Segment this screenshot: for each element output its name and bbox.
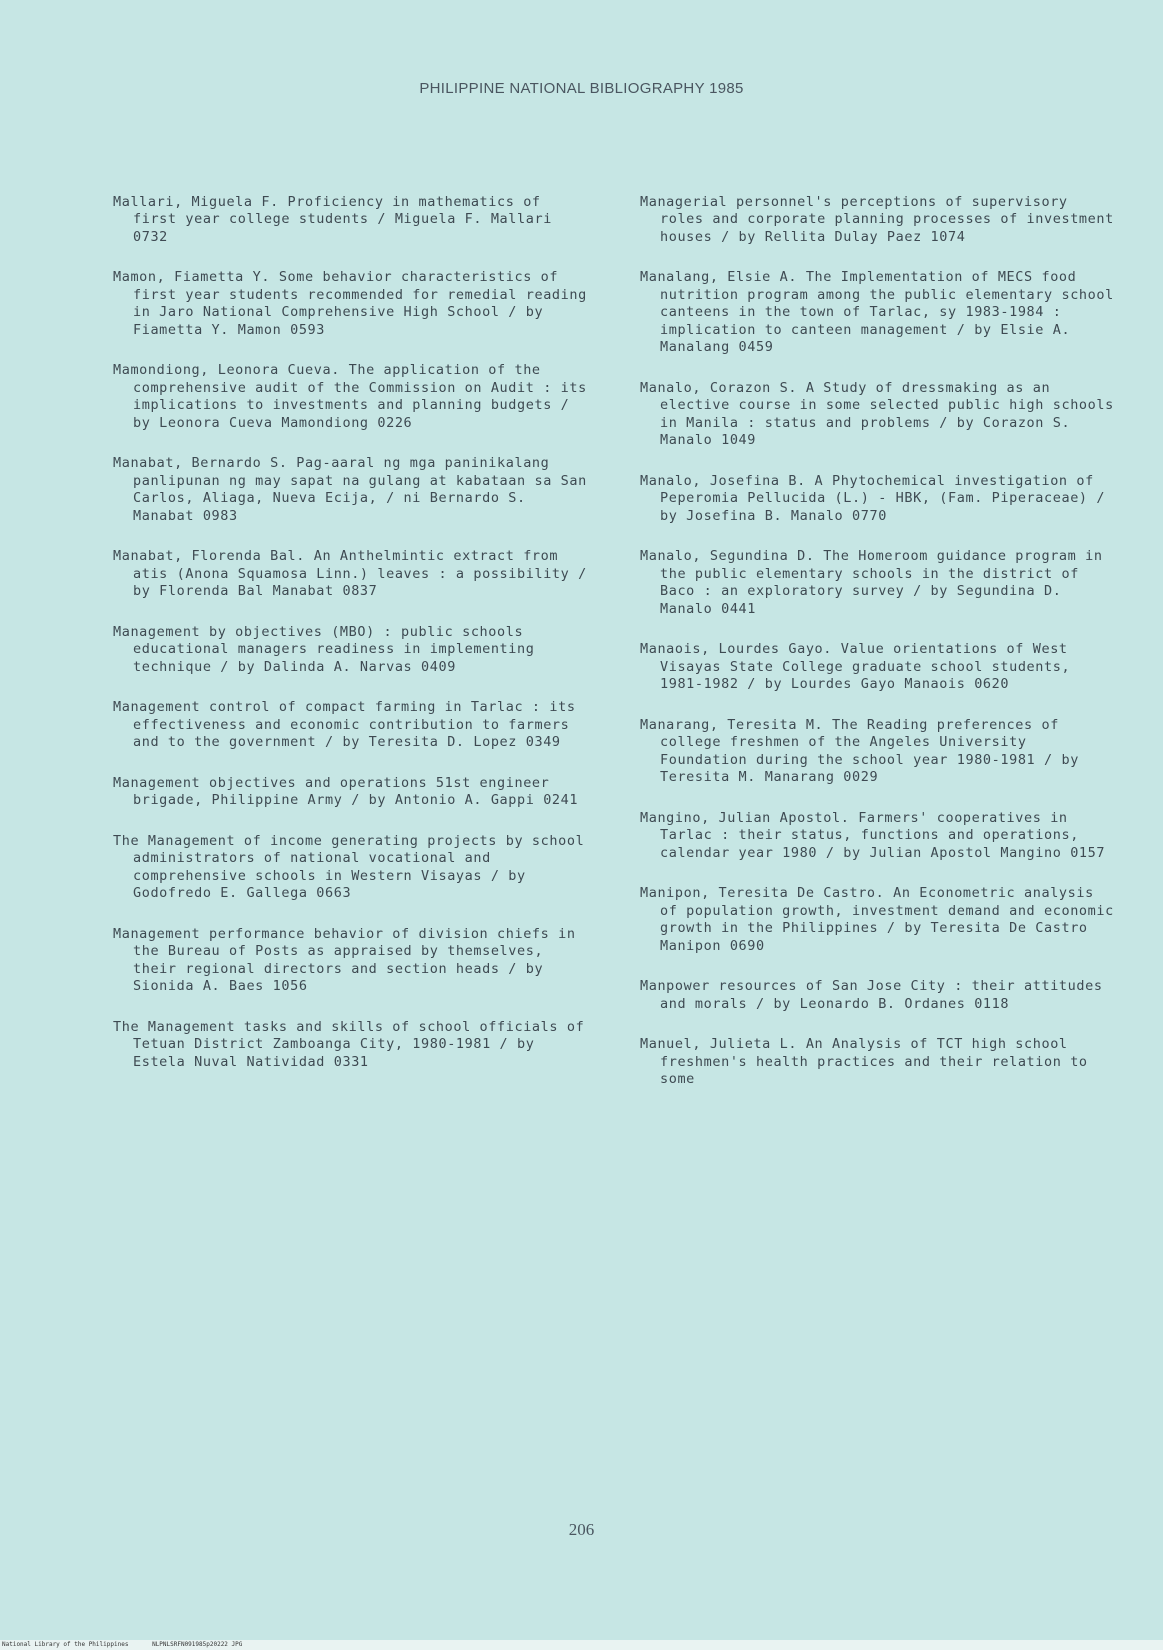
page-number: 206: [568, 1520, 595, 1539]
bibliography-entry: Mallari, Miguela F. Proficiency in mathematics of first year college students / Miguela F. Mallari 0732: [113, 193, 552, 245]
bibliography-entry: Manabat, Florenda Bal. An Anthelmintic extract from atis (Anona Squamosa Linn.) leaves : a possibility / by Florenda Bal Manabat 0837: [113, 548, 587, 599]
bibliography-entry: Management control of compact farming in Tarlac : its effectiveness and economic contribution to farmers and to the government / by Teresita D. Lopez 0349: [113, 699, 576, 750]
bibliography-entry: Manalo, Corazon S. A Study of dressmaking as an elective course in some selected public high schools in Manila : status and problems / by Corazon S. Manalo 1049: [640, 379, 1114, 448]
page-header: PHILIPPINE NATIONAL BIBLIOGRAPHY 1985: [419, 80, 744, 97]
bibliography-entry: Managerial personnel's perceptions of supervisory roles and corporate planning processes of investment houses / by Rellita Dulay Paez 1074: [640, 193, 1114, 245]
scan-footer: [0, 1640, 1163, 1650]
bibliography-entry: Manipon, Teresita De Castro. An Econometric analysis of population growth, investment demand and economic growth in the Philippines / by Teresita De Castro Manipon 0690: [640, 885, 1114, 954]
bibliography-entry: Manalo, Josefina B. A Phytochemical investigation of Peperomia Pellucida (L.) - HBK, (Fam. Piperaceae) / by Josefina B. Manalo 0770: [640, 472, 1106, 524]
bibliography-entry: Manarang, Teresita M. The Reading preferences of college freshmen of the Angeles University Foundation during the school year 1980-1981 / by Teresita M. Manarang 0029: [640, 716, 1079, 785]
bibliography-entry: Manalang, Elsie A. The Implementation of MECS food nutrition program among the public elementary school canteens in the town of Tarlac, sy 1983-1984 : implication to canteen management / by Elsie A. Manalang 0459: [640, 269, 1114, 355]
left-column: [113, 180, 593, 1094]
right-column: [640, 180, 1120, 1112]
scan-source-label: National Library of the Philippines: [2, 1641, 129, 1648]
bibliography-entry: Manaois, Lourdes Gayo. Value orientations of West Visayas State College graduate school students, 1981-1982 / by Lourdes Gayo Manaois 0620: [640, 641, 1071, 692]
bibliography-entry: Manpower resources of San Jose City : their attitudes and morals / by Leonardo B. Ordanes 0118: [640, 978, 1103, 1012]
bibliography-entry: The Management tasks and skills of school officials of Tetuan District Zamboanga City, 1980-1981 / by Estela Nuval Natividad 0331: [113, 1018, 585, 1070]
bibliography-entry: Manuel, Julieta L. An Analysis of TCT high school freshmen's health practices and their relation to some: [640, 1036, 1088, 1087]
bibliography-entry: The Management of income generating projects by school administrators of national vocational and comprehensive schools in Western Visayas / by Godofredo E. Gallega 0663: [113, 832, 585, 901]
bibliography-entry: Management by objectives (MBO) : public schools educational managers readiness in implementing technique / by Dalinda A. Narvas 0409: [113, 623, 535, 675]
bibliography-entry: Mamondiong, Leonora Cueva. The application of the comprehensive audit of the Commission on Audit : its implications to investments and planning budgets / by Leonora Cueva Mamondiong 0226: [113, 362, 587, 431]
bibliography-entry: Manalo, Segundina D. The Homeroom guidance program in the public elementary schools in the district of Baco : an exploratory survey / by Segundina D. Manalo 0441: [640, 548, 1103, 617]
bibliography-entry: Management performance behavior of division chiefs in the Bureau of Posts as appraised by themselves, their regional directors and section heads / by Sionida A. Baes 1056: [113, 925, 576, 994]
bibliography-entry: Mangino, Julian Apostol. Farmers' cooperatives in Tarlac : their status, functions and operations, calendar year 1980 / by Julian Apostol Mangino 0157: [640, 809, 1106, 861]
scan-file-label: NLPNLSRFN091985p20222 JPG: [152, 1641, 243, 1648]
bibliography-entry: Mamon, Fiametta Y. Some behavior characteristics of first year students recommended for remedial reading in Jaro National Comprehensive High School / by Fiametta Y. Mamon 0593: [113, 269, 587, 338]
bibliography-entry: Manabat, Bernardo S. Pag-aaral ng mga paninikalang panlipunan ng may sapat na gulang at kabataan sa San Carlos, Aliaga, Nueva Ecija, / ni Bernardo S. Manabat 0983: [113, 455, 587, 524]
bibliography-entry: Management objectives and operations 51st engineer brigade, Philippine Army / by Antonio A. Gappi 0241: [113, 774, 579, 808]
